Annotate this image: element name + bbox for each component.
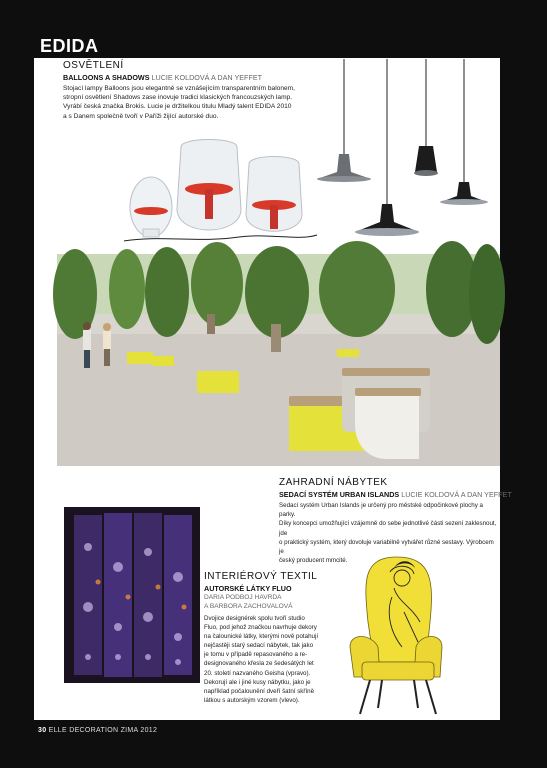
magazine-page bbox=[34, 34, 512, 720]
garden-text-line: Díky koncepci umožňující vzájemně do sebe jednotlivé části sezení zaklesnout, jde bbox=[279, 520, 497, 537]
garden-authors: LUCIE KOLDOVÁ A DAN YEFFET bbox=[401, 490, 512, 499]
textile-text-line: látkou s autorským vzorem (vlevo). bbox=[204, 696, 300, 704]
garden-text-line: o praktický systém, který dovoluje variabilně vytvářet různé sestavy. Výrobcem je bbox=[279, 538, 494, 556]
geisha-armchair-photo bbox=[342, 552, 452, 717]
lighting-text-line: a s Danem společně tvoří v Paříži žijící autorské duo. bbox=[63, 112, 219, 120]
textile-authors bbox=[204, 594, 293, 611]
garden-heading: ZAHRADNÍ NÁBYTEK bbox=[279, 477, 388, 488]
textile-text-line: Fluo, pod jehož značkou navrhuje dekory bbox=[204, 624, 317, 632]
textile-text-line: designovaného křesla ze šedesátých let bbox=[204, 660, 314, 668]
lighting-product-name: BALLOONS A SHADOWS bbox=[63, 73, 150, 82]
lighting-heading: OSVĚTLENÍ bbox=[63, 60, 124, 71]
textile-author-line: A BARBORA ZACHOVALOVÁ bbox=[204, 602, 293, 610]
urban-islands-photo bbox=[57, 254, 500, 466]
textile-body bbox=[204, 614, 344, 705]
lighting-text-line: Stojací lampy Balloons jsou elegantně se vznášejícím transparentním balonem, bbox=[63, 85, 296, 92]
lighting-subheading bbox=[63, 73, 262, 82]
textile-author-line: DARIA PODBOJ HAVRDA bbox=[204, 594, 282, 601]
lighting-text-line: Vyrábí česká značka Brokis. Lucie je držitelkou titulu Mladý talent EDIDA 2010 bbox=[63, 103, 292, 111]
textile-heading: INTERIÉROVÝ TEXTIL bbox=[204, 571, 318, 582]
textile-text-line: je tomu v případě repasovaného a re- bbox=[204, 651, 308, 659]
textile-text-line: na čalounické látky, kterými nově potahují bbox=[204, 633, 319, 641]
garden-product-name: SEDACÍ SYSTÉM URBAN ISLANDS bbox=[279, 490, 400, 499]
garden-text-line: Sedací systém Urban Islands je určený pro městské odpočinkové plochy a parky. bbox=[279, 502, 483, 519]
textile-text-line: Dvojice designérek spolu tvoří studio bbox=[204, 615, 305, 622]
garden-text-line: český producent mmcité. bbox=[279, 557, 348, 565]
shadows-pendant-lights-photo bbox=[309, 54, 499, 254]
fluo-textile-wardrobe-photo bbox=[64, 507, 200, 683]
textile-text-line: například počalounění dveří šatní skříně bbox=[204, 687, 315, 695]
balloon-lamps-photo bbox=[119, 129, 319, 244]
lighting-authors: LUCIE KOLDOVÁ A DAN YEFFET bbox=[151, 73, 263, 82]
magazine-issue: ELLE DECORATION ZIMA 2012 bbox=[48, 727, 158, 734]
garden-subheading bbox=[279, 490, 512, 499]
lighting-text-line: stropní osvětlení Shadows zase inovuje tradici klasických francouzských lamp. bbox=[63, 94, 293, 102]
textile-text-line: nejčastěji starý sedací nábytek, tak jako bbox=[204, 642, 314, 650]
section-title: EDIDA bbox=[40, 36, 99, 56]
page-footer bbox=[38, 727, 157, 734]
textile-text-line: 20. století nazvaného Geisha (vpravo). bbox=[204, 669, 311, 677]
page-number: 30 bbox=[38, 727, 47, 734]
textile-text-line: Dekorují ale i jiné kusy nábytku, jako je bbox=[204, 678, 311, 686]
textile-product-name: AUTORSKÉ LÁTKY FLUO bbox=[204, 584, 292, 593]
